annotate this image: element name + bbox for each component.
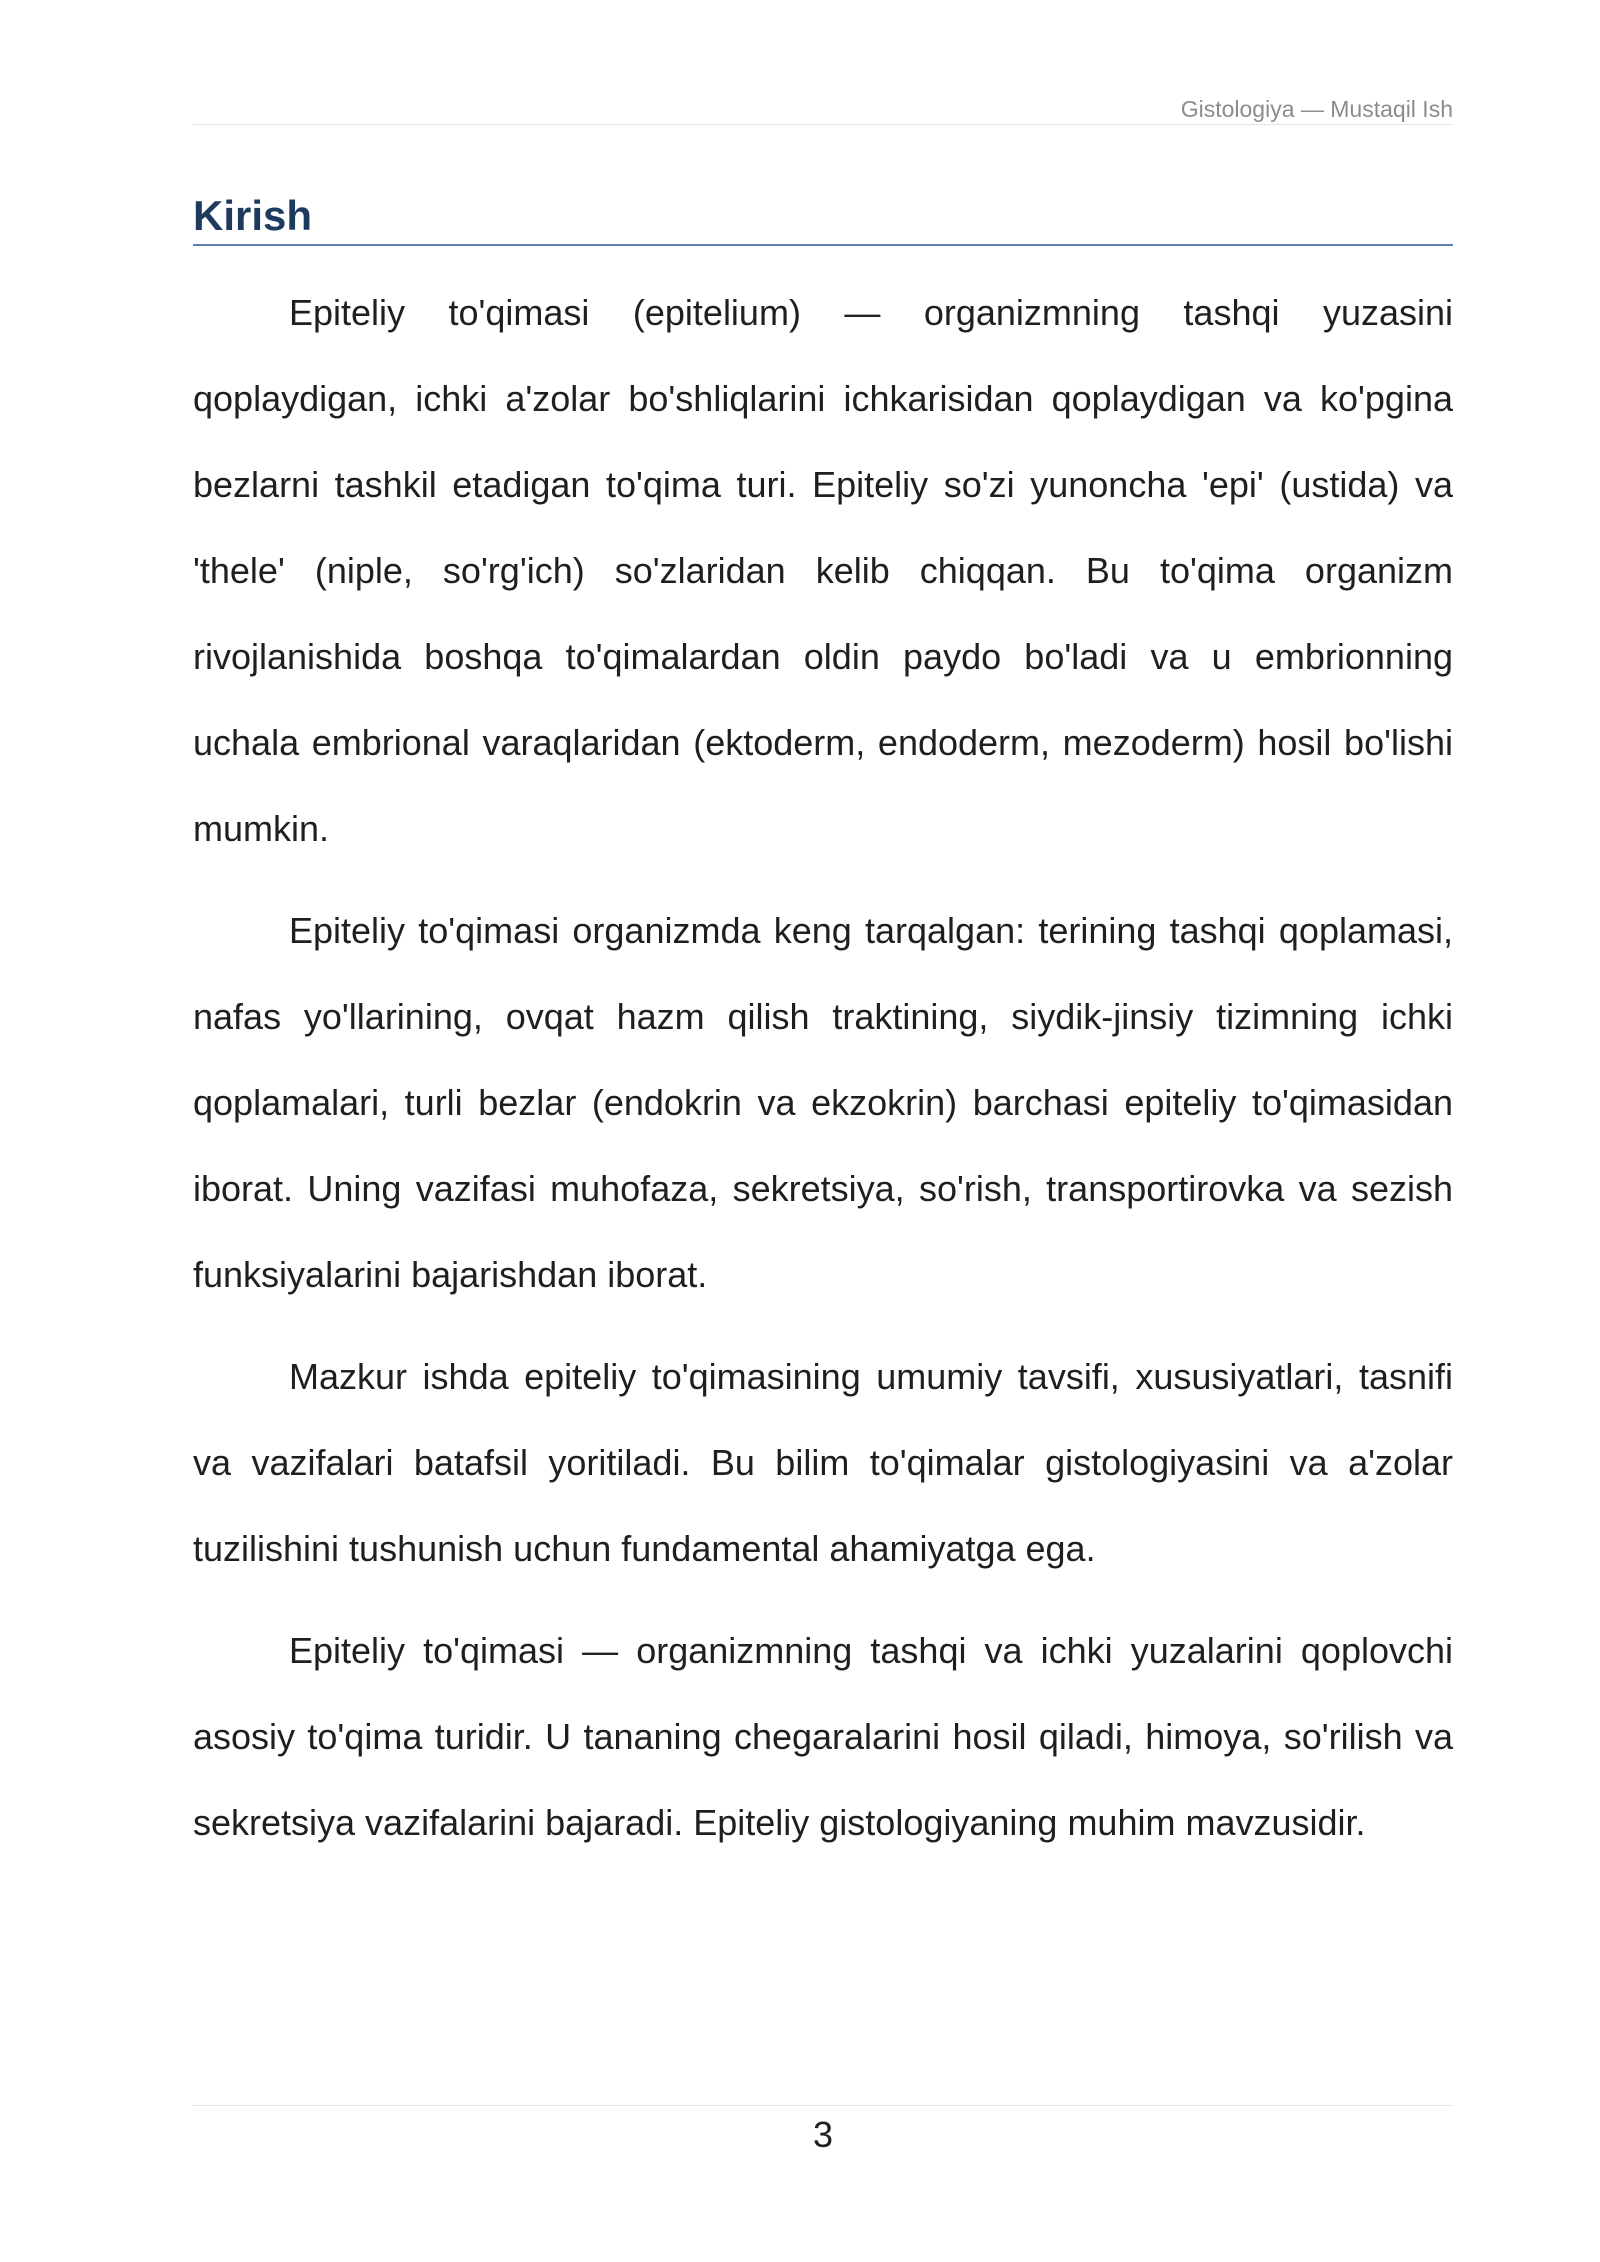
page-number: 3 [812,2114,834,2155]
paragraph-4: Epiteliy to'qimasi — organizmning tashqi va ichki yuzalarini qoplovchi asosiy to'qima turidir. U tananing chegaralarini hosil qiladi, himoya, so'rilish va sekretsiya vazifalarini bajaradi. Epiteliy gistologiyaning muhim mavzusidir. [193,1630,1453,1843]
header-divider [193,124,1453,125]
running-header: Gistologiya — Mustaqil Ish [1180,96,1453,122]
paragraph-1: Epiteliy to'qimasi (epitelium) — organizmning tashqi yuzasini qoplaydigan, ichki a'zolar bo'shliqlarini ichkarisidan qoplaydigan va ko'pgina bezlarni tashkil etadigan to'qima turi. Epiteliy so'zi yunoncha 'epi' (ustida) va 'thele' (niple, so'rg'ich) so'zlaridan kelib chiqqan. Bu to'qima organizm rivojlanishida boshqa to'qimalardan oldin paydo bo'ladi va u embrionning uchala embrional varaqlaridan (ektoderm, endoderm, mezoderm) hosil bo'lishi mumkin. [193,292,1453,849]
body-text [193,270,1453,1882]
section-title: Kirish [193,192,313,239]
paragraph-2: Epiteliy to'qimasi organizmda keng tarqalgan: terining tashqi qoplamasi, nafas yo'llarining, ovqat hazm qilish traktining, siydik-jinsiy tizimning ichki qoplamalari, turli bezlar (endokrin va ekzokrin) barchasi epiteliy to'qimasidan iborat. Uning vazifasi muhofaza, sekretsiya, so'rish, transportirovka va sezish funksiyalarini bajarishdan iborat. [193,910,1453,1295]
title-underline [193,244,1453,246]
paragraph-3: Mazkur ishda epiteliy to'qimasining umumiy tavsifi, xususiyatlari, tasnifi va vazifalari batafsil yoritiladi. Bu bilim to'qimalar gistologiyasini va a'zolar tuzilishini tushunish uchun fundamental ahamiyatga ega. [193,1356,1453,1569]
footer-divider [193,2105,1453,2106]
